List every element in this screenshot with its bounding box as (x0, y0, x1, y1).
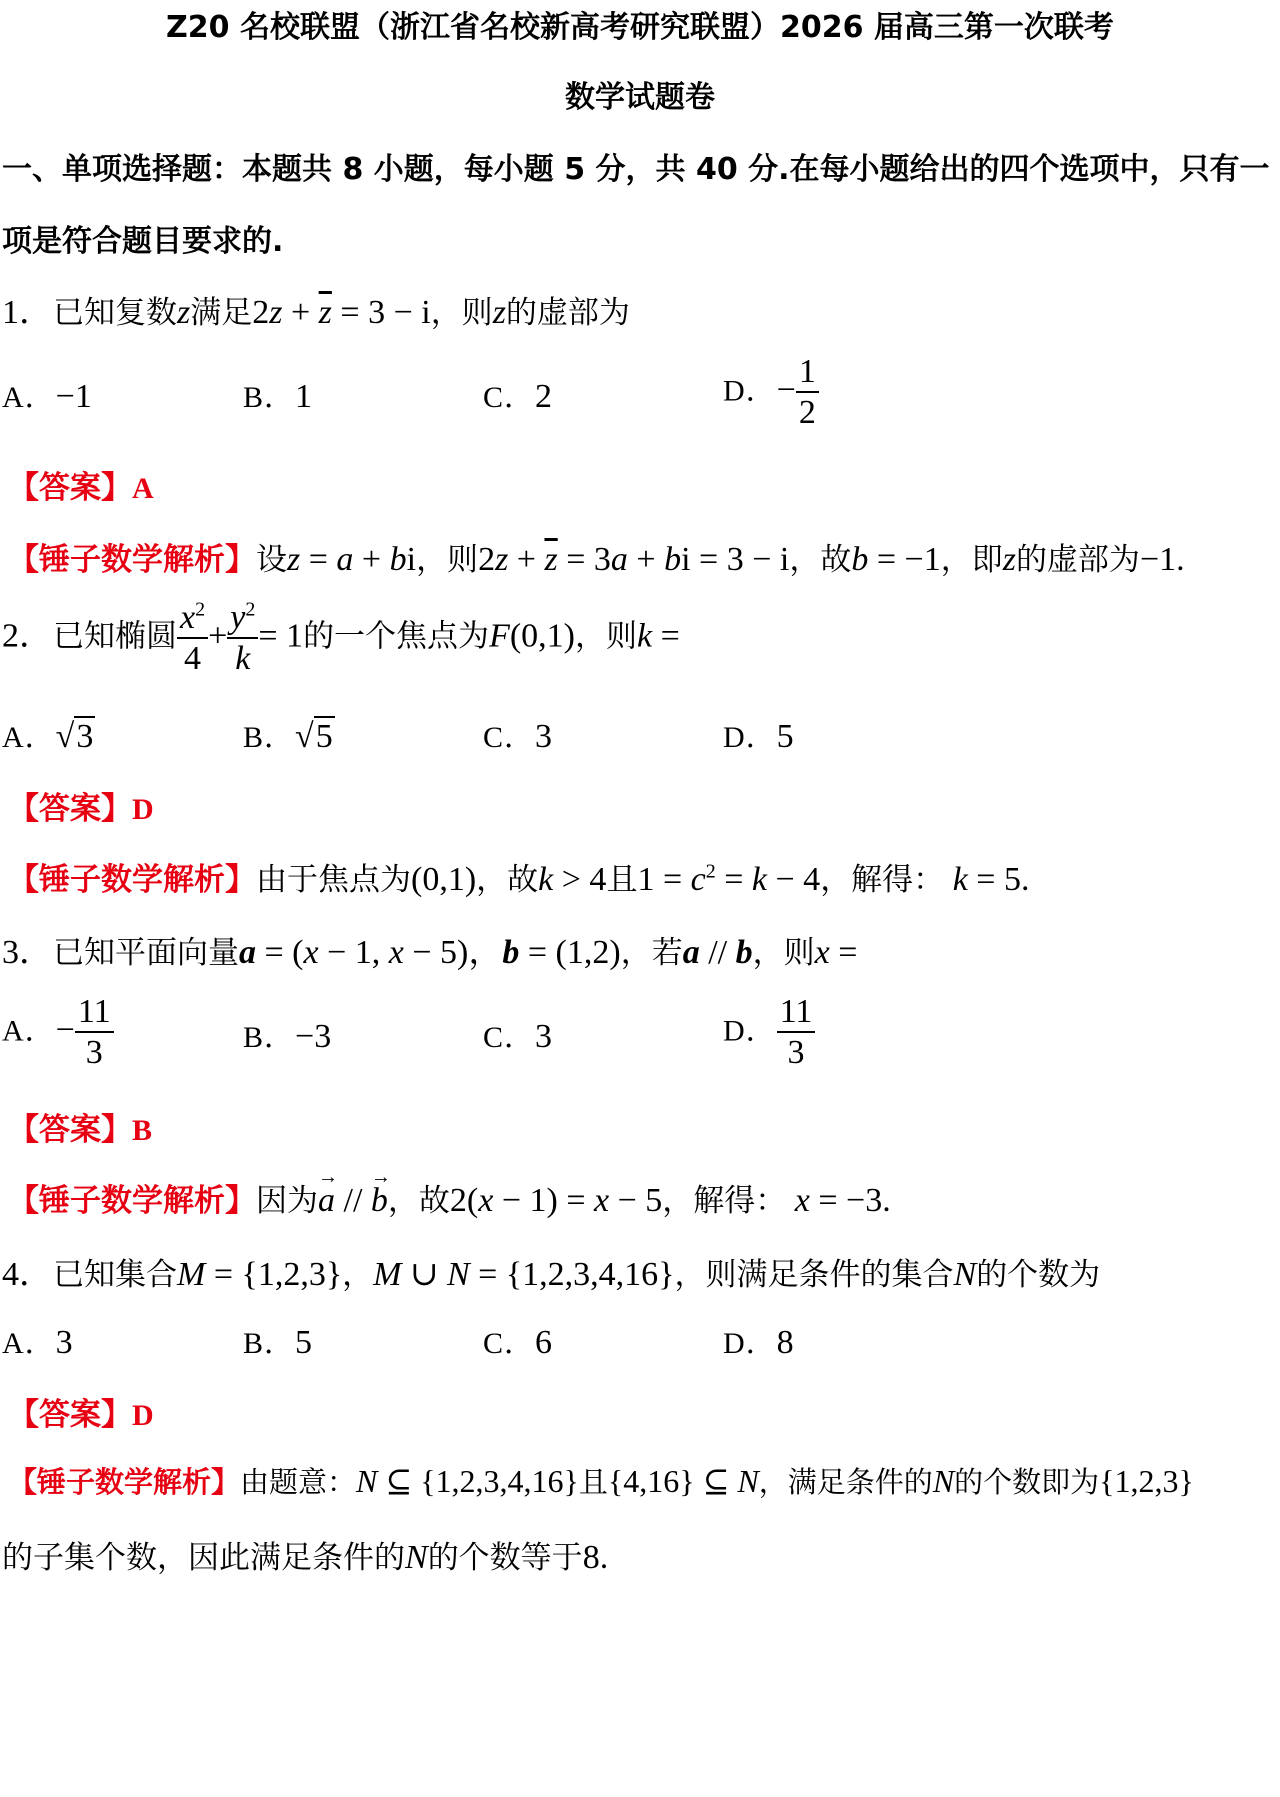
q3-option-a: A．− $\frac{11}{3}$ (2, 992, 114, 1072)
fraction: $\frac{11}{3}$ (777, 992, 816, 1072)
question-1: 1．已知复数z满足$2z + \overline{z} = 3 - i$，则z的虚部为 (2, 294, 630, 331)
q4-solution-line2: 的子集个数，因此满足条件的N的个数等于8. (2, 1539, 609, 1576)
q2-answer: 【答案】D (8, 791, 154, 827)
fraction: $\frac{1}{2}$ (796, 352, 819, 432)
q1-answer: 【答案】A (8, 470, 154, 506)
fraction: $\frac{x^2}{4}$ (177, 598, 208, 678)
q4-answer: 【答案】D (8, 1397, 154, 1433)
q1-solution: 【锤子数学解析】设z = a + bi，则$2z + \overline{z} = 3a$ + bi = 3 − i，故b = −1，即z的虚部为−1. (8, 541, 1185, 578)
q3-solution: 【锤子数学解析】因为→ a // → b，故2(x − 1) = x − 5，解得： x = −3. (8, 1175, 891, 1220)
fraction: $\frac{y^2}{k}$ (227, 598, 258, 678)
question-4: 4．已知集合M = {1,2,3}，M ∪ N = {1,2,3,4,16}，则满足条件的集合N的个数为 (2, 1256, 1101, 1293)
q4-solution-line1: 【锤子数学解析】由题意：N ⊆ {1,2,3,4,16}且{4,16} ⊆ N，满足条件的N的个数即为{1,2,3} (8, 1463, 1194, 1499)
q2-option-c: C．3 (483, 718, 553, 755)
q1-option-a: A．−1 (2, 378, 92, 415)
q2-option-d: D．5 (723, 718, 794, 755)
q3-answer: 【答案】B (8, 1112, 153, 1148)
question-3: 3．已知平面向量a = (x − 1, x − 5)，b = (1,2)，若a // b，则x = (2, 934, 858, 971)
section-heading-line1: 一、单项选择题：本题共 8 小题，每小题 5 分，共 40 分.在每小题给出的四个选项中，只有一 (2, 152, 1270, 187)
q2-option-a: A．√3 (2, 718, 94, 755)
q3-option-d: D． $\frac{11}{3}$ (723, 992, 815, 1072)
exam-title: Z20 名校联盟（浙江省名校新高考研究联盟）2026 届高三第一次联考 (166, 10, 1114, 45)
q1-option-c: C．2 (483, 378, 553, 415)
q3-option-c: C．3 (483, 1018, 553, 1055)
q1-option-b: B．1 (243, 378, 313, 415)
equation: $2z + \overline{z} = 3 - i$ (252, 294, 431, 331)
q1-option-d: D．− $\frac{1}{2}$ (723, 352, 819, 432)
q4-option-b: B．5 (243, 1324, 313, 1361)
q2-option-b: B．√5 (243, 718, 333, 755)
q4-option-d: D．8 (723, 1324, 794, 1361)
exam-subtitle: 数学试题卷 (565, 80, 715, 115)
q2-solution: 【锤子数学解析】由于焦点为(0,1)，故k > 4且$1 = c^2 = k - 4$，解得： k = 5. (8, 860, 1030, 898)
q4-option-a: A．3 (2, 1324, 73, 1361)
q3-option-b: B．−3 (243, 1018, 332, 1055)
q4-option-c: C．6 (483, 1324, 553, 1361)
question-2: 2．已知椭圆 $\frac{x^2}{4}$ + $\frac{y^2}{k}$ = 1的一个焦点为F(0,1)，则k = (2, 598, 680, 678)
section-heading-line2: 项是符合题目要求的. (2, 224, 284, 259)
fraction: $\frac{11}{3}$ (75, 992, 114, 1072)
